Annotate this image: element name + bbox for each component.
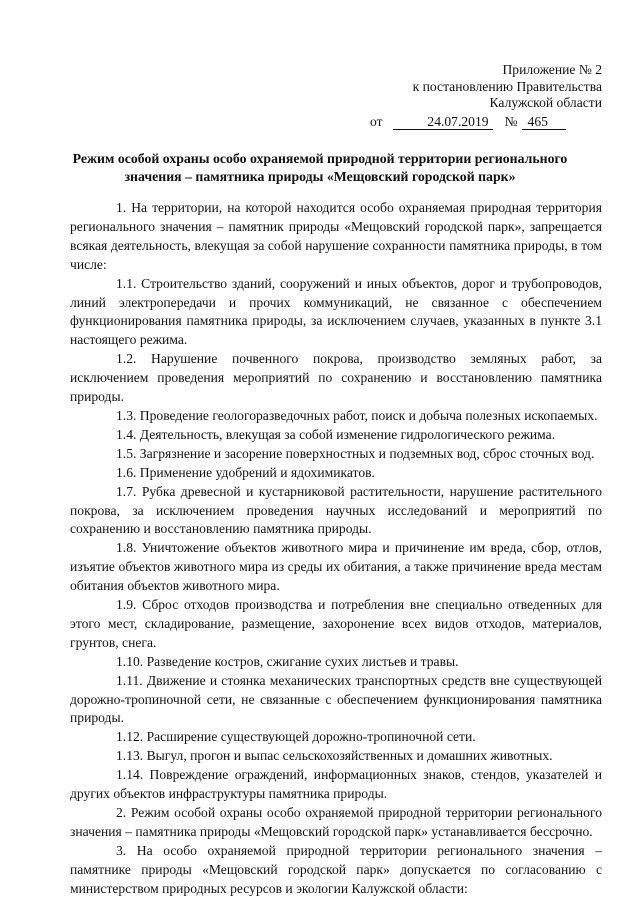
paragraph-1-14: 1.14. Повреждение ограждений, информационных знаков, стендов, указателей и других объектов инфраструктуры памятника природы.: [70, 767, 602, 802]
appendix-number: Приложение № 2: [502, 62, 602, 77]
number-label: №: [504, 113, 518, 129]
paragraph-1-2: 1.2. Нарушение почвенного покрова, производство земляных работ, за исключением проведения мероприятий по сохранению и восстановлению памятника природы.: [70, 351, 602, 405]
resolution-date: 24.07.2019: [393, 115, 493, 130]
paragraph-1-9: 1.9. Сброс отходов производства и потребления вне специально отведенных для этого мест, складирование, размещение, захоронение всех видов отходов, материалов, грунтов, снега.: [70, 597, 602, 650]
paragraph-1-1: 1.1. Строительство зданий, сооружений и иных объектов, дорог и трубопроводов, линий электропередачи и прочих коммуникаций, не связанное с обеспечением функционирования памятника природы, за исключением случаев, указанных в пункте 3.1 настоящего режима.: [70, 275, 602, 348]
appendix-resolution-ref: к постановлению Правительства: [412, 78, 602, 94]
date-number-row: [342, 114, 602, 131]
paragraph-3: 3. На особо охраняемой природной территории регионального значения – памятнике природы «Мещовский городской парк» допускается по согласованию с министерством природных ресурсов и экологии Калужской области:: [70, 842, 602, 896]
document-body: [70, 199, 602, 899]
paragraph-1-10: 1.10. Разведение костров, сжигание сухих листьев и травы.: [116, 653, 459, 669]
document-title: Режим особой охраны особо охраняемой природной территории регионального значения – памятника природы «Мещовский городской парк»: [72, 151, 568, 184]
paragraph-1-8: 1.8. Уничтожение объектов животного мира и причинение им вреда, сбор, отлов, изъятие объектов животного мира из среды их обитания, а также причинение вреда местам обитания объектов животного мира.: [70, 540, 602, 594]
appendix-region: Калужской области: [489, 95, 602, 110]
paragraph-1-6: 1.6. Применение удобрений и ядохимикатов.: [116, 464, 375, 480]
paragraph-1-12: 1.12. Расширение существующей дорожно-тропиночной сети.: [116, 729, 476, 745]
appendix-header: [342, 62, 602, 130]
paragraph-1-4: 1.4. Деятельность, влекущая за собой изменение гидрологического режима.: [116, 426, 556, 442]
date-prefix: от: [370, 113, 383, 129]
paragraph-1-11: 1.11. Движение и стоянка механических транспортных средств вне существующей дорожно-тропиночной сети, не связанные с обеспечением функционирования памятника природы.: [70, 672, 602, 726]
paragraph-1-13: 1.13. Выгул, прогон и выпас сельскохозяйственных и домашних животных.: [116, 748, 553, 764]
paragraph-1-5: 1.5. Загрязнение и засорение поверхностных и подземных вод, сброс сточных вод.: [116, 445, 595, 461]
paragraph-1-7: 1.7. Рубка древесной и кустарниковой растительности, нарушение растительного покрова, за исключением проведения научных исследований и мероприятий по сохранению и восстановлению памятника природы.: [70, 483, 602, 537]
resolution-number: 465: [522, 115, 566, 130]
paragraph-2: 2. Режим особой охраны особо охраняемой природной территории регионального значения – памятника природы «Мещовский городской парк» устанавливается бессрочно.: [70, 805, 602, 839]
paragraph-1: 1. На территории, на которой находится особо охраняемая природная территория регионального значения – памятник природы «Мещовский городской парк», запрещается всякая деятельность, влекущая за собой нарушение сохранности памятника природы, в том числе:: [70, 200, 602, 272]
paragraph-1-3: 1.3. Проведение геологоразведочных работ, поиск и добыча полезных ископаемых.: [116, 407, 598, 423]
